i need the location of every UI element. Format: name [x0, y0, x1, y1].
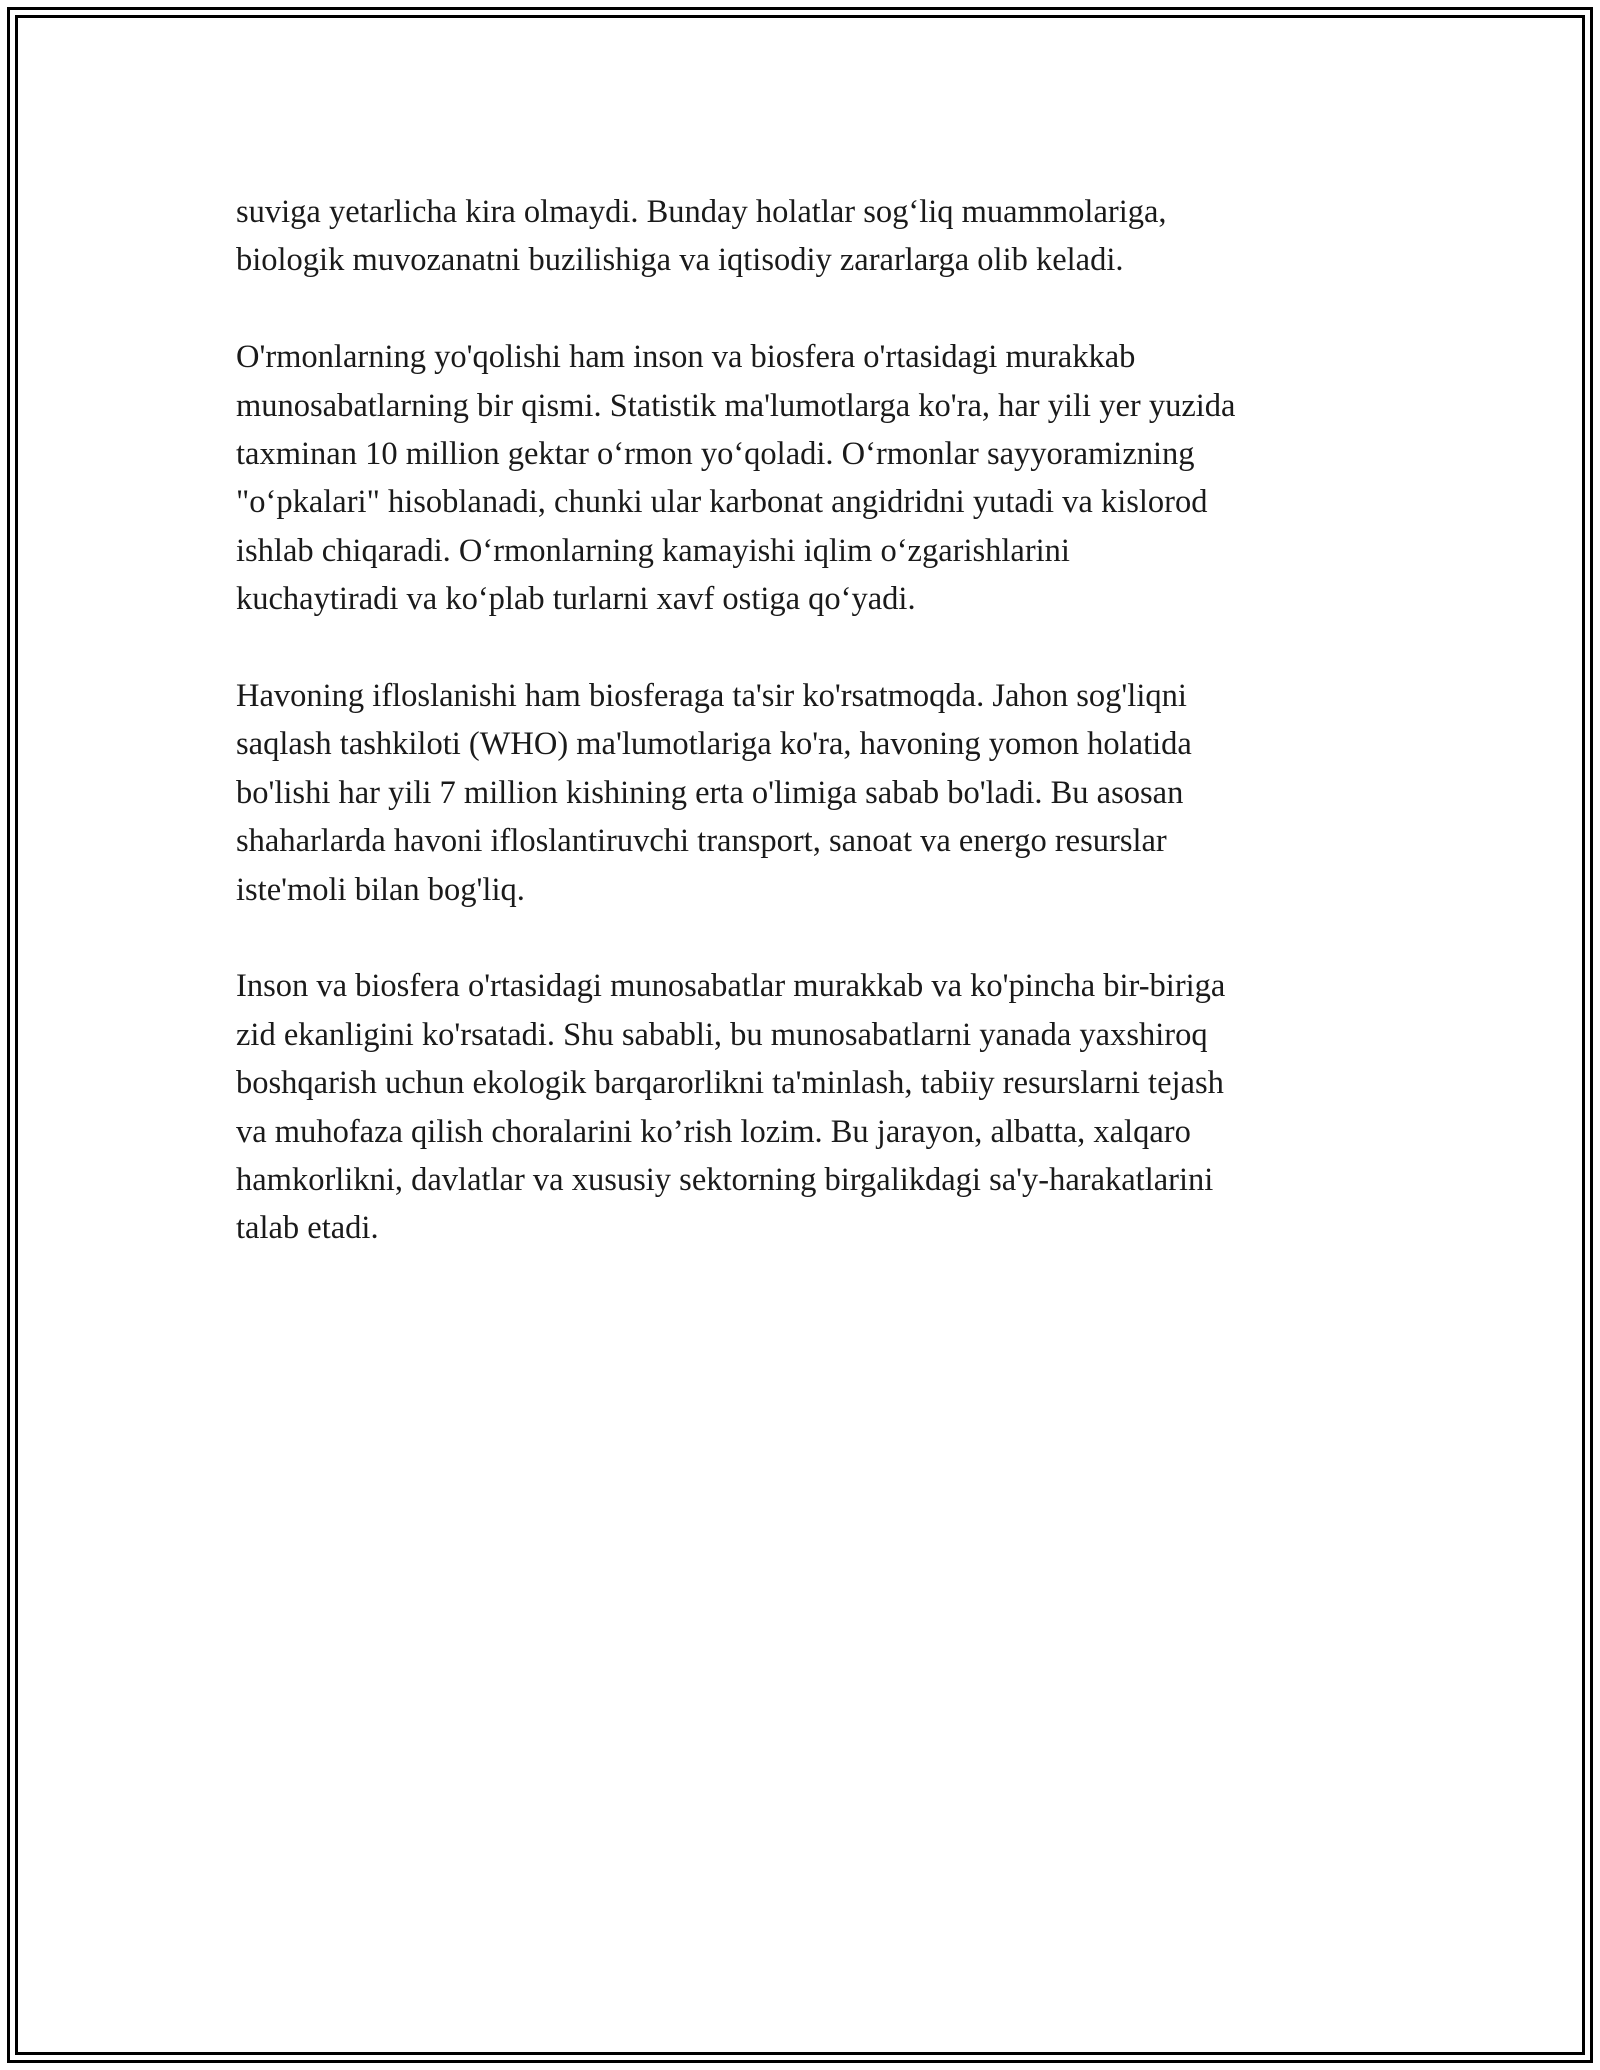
text-line: hamkorlikni, davlatlar va xususiy sektorning birgalikdagi sa'y-harakatlarini: [236, 1162, 1214, 1199]
text-line: kuchaytiradi va ko‘plab turlarni xavf ostiga qo‘yadi.: [236, 581, 916, 618]
paragraph-air-pollution: [236, 672, 1386, 914]
text-line: ishlab chiqaradi. O‘rmonlarning kamayishi iqlim o‘zgarishlarini: [236, 532, 1070, 569]
document-body: [236, 188, 1386, 1301]
text-line: biologik muvozanatni buzilishiga va iqtisodiy zararlarga olib keladi.: [236, 242, 1124, 279]
text-line: saqlash tashkiloti (WHO) ma'lumotlariga ko'ra, havoning yomon holatida: [236, 726, 1192, 763]
text-line: iste'moli bilan bog'liq.: [236, 871, 525, 908]
paragraph-conclusion: [236, 962, 1386, 1252]
text-line: suviga yetarlicha kira olmaydi. Bunday holatlar sog‘liq muammolariga,: [236, 194, 1167, 230]
text-line: talab etadi.: [236, 1210, 379, 1247]
paragraph-water: [236, 188, 1386, 285]
text-line: bo'lishi har yili 7 million kishining erta o'limiga sabab bo'ladi. Bu asosan: [236, 774, 1184, 811]
text-line: Havoning ifloslanishi ham biosferaga ta'sir ko'rsatmoqda. Jahon sog'liqni: [236, 678, 1187, 715]
text-line: O'rmonlarning yo'qolishi ham inson va biosfera o'rtasidagi murakkab: [236, 339, 1136, 376]
paragraph-forests: [236, 333, 1386, 623]
text-line: shaharlarda havoni ifloslantiruvchi transport, sanoat va energo resurslar: [236, 823, 1167, 860]
text-line: "o‘pkalari" hisoblanadi, chunki ular karbonat angidridni yutadi va kislorod: [236, 484, 1208, 521]
text-line: zid ekanligini ko'rsatadi. Shu sababli, bu munosabatlarni yanada yaxshiroq: [236, 1016, 1208, 1053]
text-line: taxminan 10 million gektar o‘rmon yo‘qoladi. O‘rmonlar sayyoramizning: [236, 436, 1195, 473]
text-line: va muhofaza qilish choralarini ko’rish lozim. Bu jarayon, albatta, xalqaro: [236, 1113, 1191, 1150]
text-line: munosabatlarning bir qismi. Statistik ma'lumotlarga ko'ra, har yili yer yuzida: [236, 387, 1236, 424]
text-line: Inson va biosfera o'rtasidagi munosabatlar murakkab va ko'pincha bir-biriga: [236, 968, 1226, 1005]
text-line: boshqarish uchun ekologik barqarorlikni ta'minlash, tabiiy resurslarni tejash: [236, 1065, 1224, 1102]
